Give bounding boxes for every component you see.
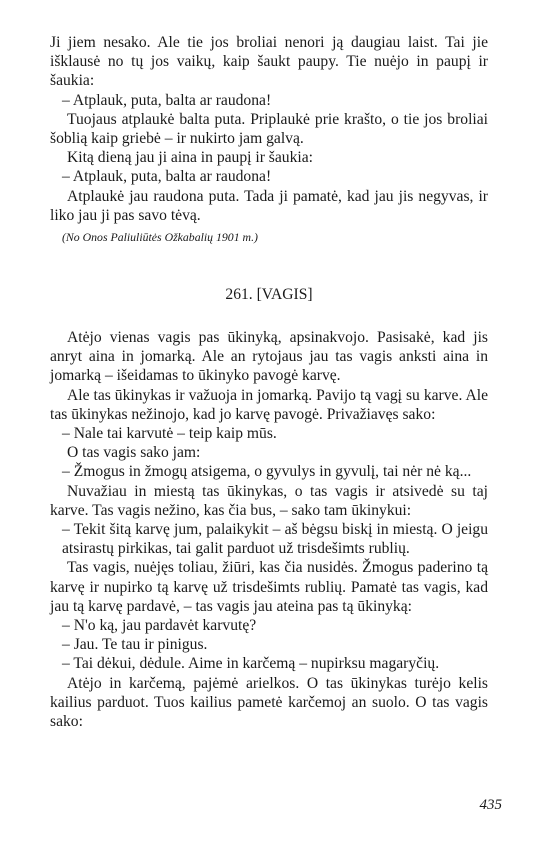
paragraph: Atplaukė jau raudona puta. Tada ji pamatė, kad jau jis negyvas, ir liko jau ji pas savo tėvą.: [50, 187, 488, 224]
story-heading: 261. [VAGIS]: [225, 286, 313, 304]
paragraph: Atėjo in karčemą, pajėmė arielkos. O tas ūkinykas turėjo kelis kailius parduot. Tuos kailius pametė karčemoj an suolo. O tas vagis sako:: [50, 674, 488, 731]
paragraph: Tas vagis, nuėjęs toliau, žiūri, kas čia nusidės. Žmogus paderino tą karvę ir nupirko tą karvę už trisdešimts rublių. Pamatė tas vagis, kad jau tą karvę pardavė, – tas vagis jau ateina pas tą ūkinyką:: [50, 559, 488, 615]
dialogue-line: – Atplauk, puta, balta ar raudona!: [62, 91, 272, 109]
page-number: 435: [479, 797, 502, 813]
dialogue-line: – Jau. Te tau ir pinigus.: [62, 636, 208, 654]
dialogue-line: – Nale tai karvutė – teip kaip mūs.: [62, 425, 277, 443]
paragraph: Nuvažiau in miestą tas ūkinykas, o tas vagis ir atsivedė su taj karve. Tas vagis nežino, kas čia bus, – sako tam ūkinykui:: [50, 482, 488, 519]
paragraph: Kitą dieną jau ji aina in paupį ir šaukia:: [67, 149, 313, 167]
paragraph: Ji jiem nesako. Ale tie jos broliai nenori ją daugiau laist. Tai jie išklausė no tų jos vaikų, kaip šaukt paupy. Tie nuėjo in paupį ir šaukia:: [50, 34, 488, 90]
dialogue-line: – Tekit šitą karvę jum, palaikykit – aš bėgsu biskį in miestą. O jeigu atsirastų pirkikas, tai galit parduot už trisdešimts rublių.: [62, 521, 488, 558]
dialogue-line: – Žmogus in žmogų atsigema, o gyvulys in gyvulį, tai nėr nė ką...: [62, 463, 472, 481]
paragraph: O tas vagis sako jam:: [67, 444, 201, 462]
page-text: [50, 33, 488, 731]
paragraph: Ale tas ūkinykas ir važuoja in jomarką. Pavijo tą vagį su karve. Ale tas ūkinykas nežinojo, kad jo karvę pavogė. Privažiavęs sako:: [50, 386, 488, 423]
paragraph: Tuojaus atplaukė balta puta. Priplaukė prie krašto, o tie jos broliai šoblią kaip griebė – ir nukirto jam galvą.: [50, 110, 488, 148]
dialogue-line: – N'o ką, jau pardavėt karvutę?: [62, 617, 257, 635]
dialogue-line: – Tai dėkui, dėdule. Aime in karčemą – nupirksu magaryčių.: [62, 655, 440, 673]
source-note: (No Onos Paliuliūtės Ožkabalių 1901 m.): [62, 230, 258, 245]
dialogue-line: – Atplauk, puta, balta ar raudona!: [62, 168, 272, 186]
paragraph: Atėjo vienas vagis pas ūkinyką, apsinakvojo. Pasisakė, kad jis anryt aina in jomarką. Ale an rytojaus jau tas vagis anksti aina in jomarką – išeidamas to ūkinyko pavogė karvę.: [50, 329, 488, 385]
